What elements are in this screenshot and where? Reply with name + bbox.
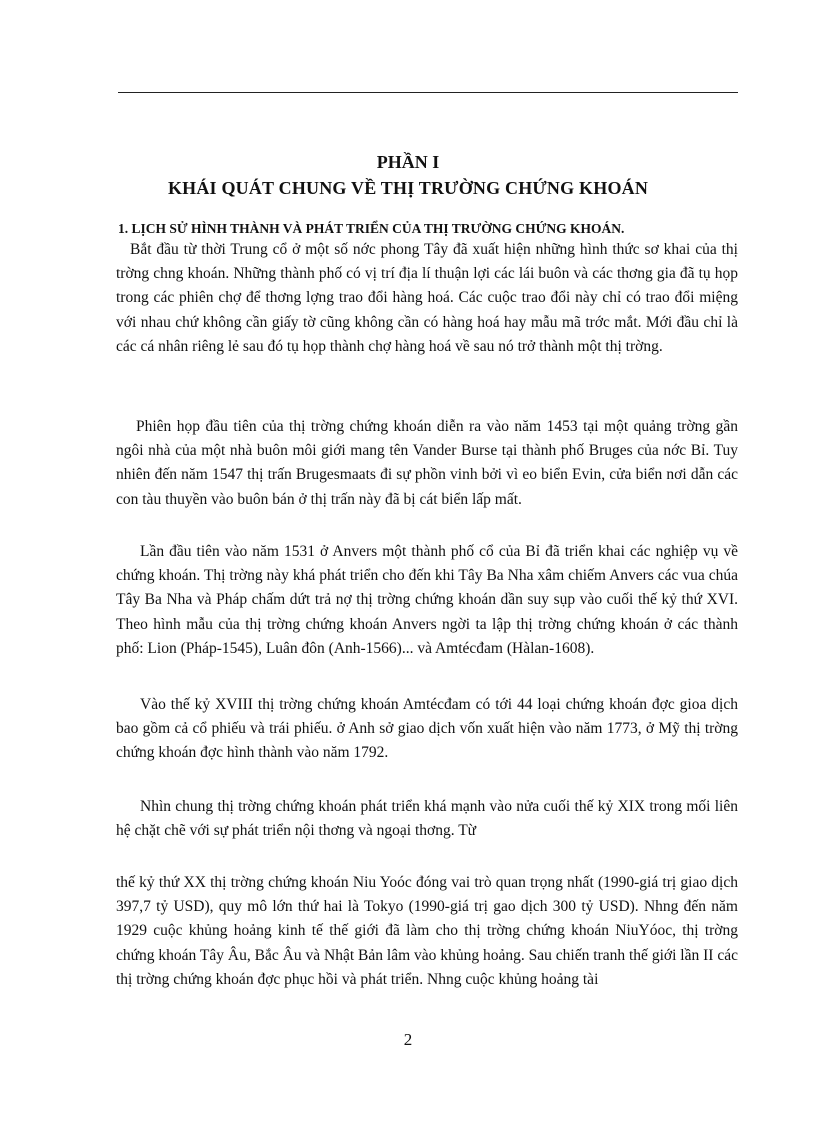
chapter-title: KHÁI QUÁT CHUNG VỀ THỊ TRƯỜNG CHỨNG KHOÁN [167, 178, 649, 198]
part-title: PHẦN I [376, 152, 440, 172]
paragraph-1: Bắt đầu từ thời Trung cổ ở một số nớc phong Tây đã xuất hiện những hình thức sơ khai của thị trờng chng khoán. Những thành phố có vị trí địa lí thuận lợi các lái buôn và các thơng gia đã tụ họp trong các phiên chợ để thơng lợng trao đổi hàng hoá. Các cuộc trao đổi này chỉ có trao đổi miệng với nhau chứ không cần giấy tờ cũng không cần có hàng hoá hay mẫu mã trớc mắt. Mới đầu chỉ là các cá nhân riêng lẻ sau đó tụ họp thành chợ hàng hoá về sau nó trở thành một thị trờng. [116, 241, 738, 355]
paragraph-4: Vào thế kỷ XVIII thị trờng chứng khoán Amtécđam có tới 44 loại chứng khoán đợc gioa dịch bao gồm cả cổ phiếu và trái phiếu. ở Anh sở giao dịch vốn xuất hiện vào năm 1773, ở Mỹ thị trờng chứng khoán đợc hình thành vào năm 1792. [116, 696, 738, 762]
paragraph-3: Lần đầu tiên vào năm 1531 ở Anvers một thành phố cổ của Bỉ đã triển khai các nghiệp vụ về chứng khoán. Thị trờng này khá phát triển cho đến khi Tây Ba Nha xâm chiếm Anvers các vua chúa Tây Ba Nha và Pháp chấm dứt trả nợ thị trờng chứng khoán dần suy sụp vào cuối thế kỷ thứ XVI. Theo hình mẫu của thị trờng chứng khoán Anvers ngời ta lập thị trờng chứng khoán ở các thành phố: Lion (Pháp-1545), Luân đôn (Anh-1566)... và Amtécđam (Hàlan-1608). [116, 543, 738, 657]
paragraph-6: thế kỷ thứ XX thị trờng chứng khoán Niu Yoóc đóng vai trò quan trọng nhất (1990-giá trị giao dịch 397,7 tỷ USD), quy mô lớn thứ hai là Tokyo (1990-giá trị gao dịch 300 tỷ USD). Nhng đến năm 1929 cuộc khủng hoảng kinh tế thế giới đã làm cho thị trờng chứng khoán NiuYóoc, thị trờng chứng khoán Tây Âu, Bắc Âu và Nhật Bản lâm vào khủng hoảng. Sau chiến tranh thế giới lần II các thị trờng chứng khoán đợc phục hồi và phát triển. Nhng cuộc khủng hoảng tài [116, 874, 738, 988]
page-number: 2 [403, 1030, 413, 1049]
paragraph-5: Nhìn chung thị trờng chứng khoán phát triển khá mạnh vào nửa cuối thế kỷ XIX trong mối liên hệ chặt chẽ với sự phát triển nội thơng và ngoại thơng. Từ [116, 798, 738, 840]
header-rule [118, 92, 738, 93]
paragraph-2: Phiên họp đầu tiên của thị trờng chứng khoán diễn ra vào năm 1453 tại một quảng trờng gần ngôi nhà của một nhà buôn môi giới mang tên Vander Burse tại thành phố Bruges của nớc Bỉ. Tuy nhiên đến năm 1547 thị trấn Brugesmaats đi sự phồn vinh bởi vì eo biển Evin, cửa biển nơi dẫn các con tàu thuyền vào buôn bán ở thị trấn này đã bị cát biển lấp mất. [116, 418, 738, 508]
section-heading: 1. LỊCH SỬ HÌNH THÀNH VÀ PHÁT TRIỂN CỦA THỊ TRƯỜNG CHỨNG KHOÁN. [118, 221, 625, 236]
